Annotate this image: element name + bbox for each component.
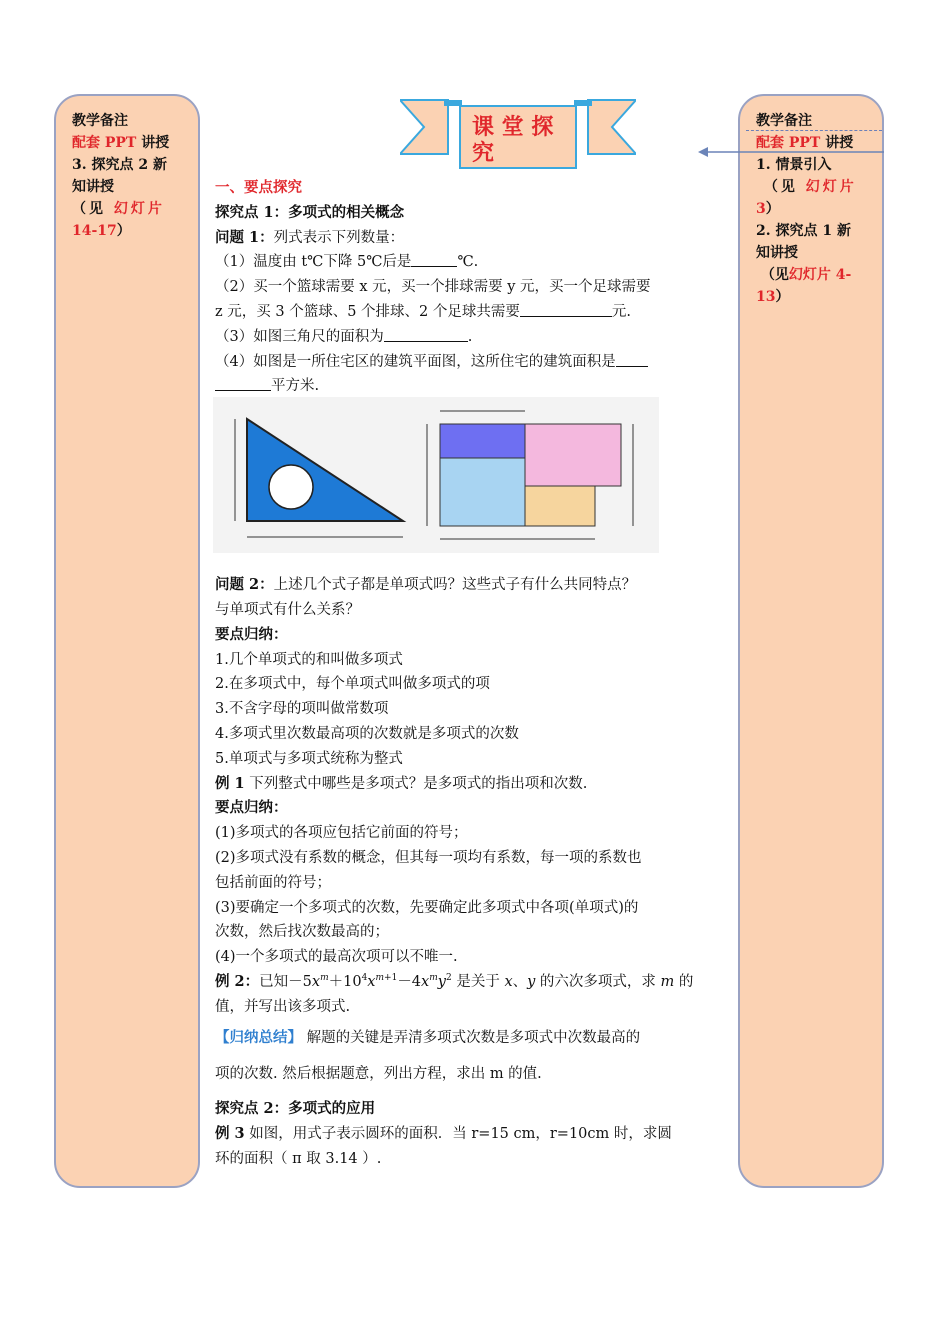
summary2-item: (2)多项式没有系数的概念，但其每一项均有系数，每一项的系数也 bbox=[215, 849, 642, 866]
banner-title-line2: 究 bbox=[472, 141, 495, 166]
left-note-ppt: 配套 PPT bbox=[72, 135, 137, 151]
point2-title: 探究点 2：多项式的应用 bbox=[215, 1100, 376, 1118]
summary1-item: 2.在多项式中，每个单项式叫做多项式的项 bbox=[215, 676, 490, 693]
right-note-title: 教学备注 bbox=[756, 113, 812, 129]
summary2-title: 要点归纳： bbox=[215, 799, 288, 817]
main-content: 一、要点探究 探究点 1：多项式的相关概念 问题 1：列式表示下列数量： （1）温度由 t℃下降 5℃后是 ℃. （2）买一个篮球需要 x 元，买一个排球需要 y 元，买一个足球需要 z 元，买 3 个篮球、5 个排球、2 个足球共需要 元. （3）如图三角尺的面积为 . （4）如图是一所住宅区的建筑平面图，这所住宅的建筑面积是 平方米. 问题 2：上述几个式子都是单项式吗？这些式子有什么共同特点？ 与单项式有什么关系？ 要点归纳： 1.几个单项式的和叫做多项式 2.在多项式中，每个单项式叫做多项式的项 3.不含字母的项叫做常数项 4.多项式里次数最高项的次数就是多项式的次数 5.单项式与多项式统称为整式 例 1 下列整式中哪些是多项式？是多项式的指出项和次数. 要点归纳： (1)多项式的各项应包括它前面的符号； (2)多项式没有系数的概念，但其每一项均有系数，每一项的系数也 包括前面的符号； (3)要确定一个多项式的次数，先要确定此多项式中各项(单项式)的 次数，然后找次数最高的； (4)一个多项式的最高次项可以不唯一. 例 2：已知$-5x^m+10^4x^{m+1}-4x^my^2$ 是关于 x、y 的六次多项式，求 m 的 值，并写出该多项式. 【归纳总结】 解题的关键是弄清多项式次数是多项式中次数最高的 项的次数. 然后根据题意，列出方程，求出 m 的值. 探究点 2：多项式的应用 例 3 如图，用式子表示圆环的面积．当 r=15 cm，r=10cm 时，求圆 环的面积（ π 取 3.14 ）. bbox=[215, 176, 725, 1172]
banner-title-line1: 课 堂 探 bbox=[472, 115, 554, 140]
example2-line1: 例 2：已知$-5x^m+10^4x^{m+1}-4x^my^2$ 是关于 x、y 的六次多项式，求 m 的 bbox=[215, 972, 694, 990]
dashed-divider bbox=[746, 130, 882, 131]
summary2-item: (4)一个多项式的最高次项可以不唯一. bbox=[215, 949, 458, 966]
left-note-line2: 3. 探究点 2 新 bbox=[72, 157, 167, 173]
section-heading: 一、要点探究 bbox=[215, 179, 302, 196]
summary1-item: 4.多项式里次数最高项的次数就是多项式的次数 bbox=[215, 725, 519, 742]
summary1-title: 要点归纳： bbox=[215, 625, 288, 643]
right-teaching-note: 教学备注 配套 PPT 讲授 1. 情景引入 （见 幻灯片 3） 2. 探究点 1 新 知讲授 （见幻灯片 4- 13） bbox=[738, 94, 884, 1188]
summary2-item: (1)多项式的各项应包括它前面的符号； bbox=[215, 825, 468, 842]
left-note-line3: 知讲授 bbox=[72, 179, 114, 195]
summary2-item: (3)要确定一个多项式的次数，先要确定此多项式中各项(单项式)的 bbox=[215, 899, 639, 916]
left-note-title: 教学备注 bbox=[72, 113, 128, 129]
summary1-item: 5.单项式与多项式统称为整式 bbox=[215, 750, 403, 767]
class-explore-banner bbox=[400, 96, 636, 176]
left-teaching-note: 教学备注 配套 PPT 讲授 3. 探究点 2 新 知讲授 （见 幻灯片 14-17） bbox=[54, 94, 200, 1188]
arrow-left-icon bbox=[698, 145, 884, 161]
induction-tag: 【归纳总结】 bbox=[215, 1028, 302, 1046]
summary2-item: 次数，然后找次数最高的； bbox=[215, 924, 389, 941]
figures-image bbox=[213, 397, 659, 553]
right-note-ppt: 配套 PPT bbox=[756, 135, 821, 151]
point1-title: 探究点 1：多项式的相关概念 bbox=[215, 203, 405, 221]
summary1-item: 3.不含字母的项叫做常数项 bbox=[215, 701, 389, 718]
summary2-item: 包括前面的符号； bbox=[215, 874, 331, 891]
summary1-item: 1.几个单项式的和叫做多项式 bbox=[215, 651, 403, 668]
